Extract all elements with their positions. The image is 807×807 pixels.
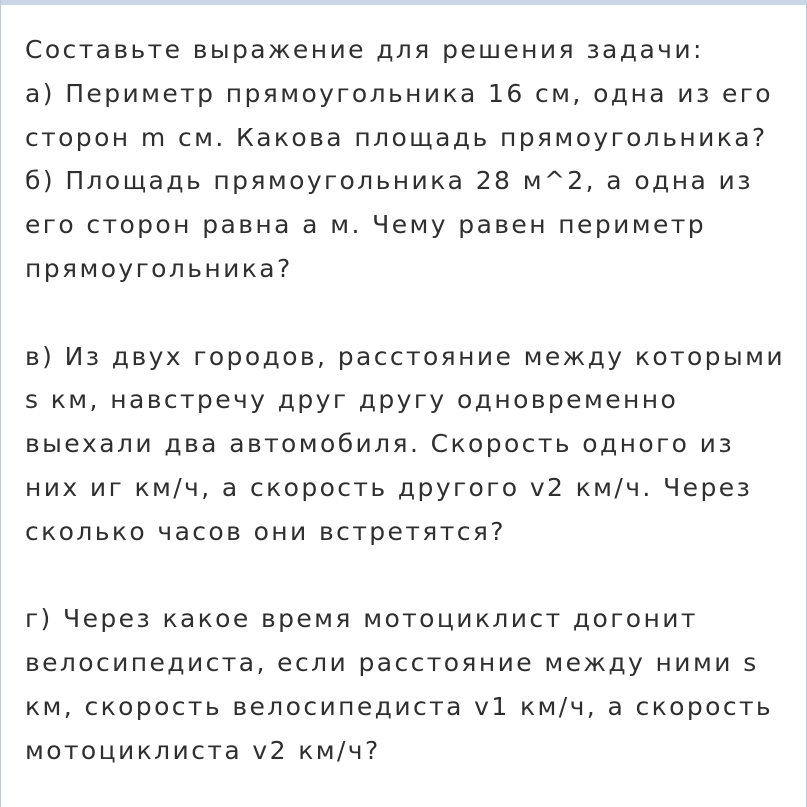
task-item-b-line-1: б) Площадь прямоугольника 28 м^2, а одна из: [25, 166, 753, 196]
task-item-d-line-2: велосипедиста, если расстояние между ними s: [25, 648, 759, 678]
task-heading: Составьте выражение для решения задачи:: [25, 35, 704, 64]
task-item-a: [25, 72, 805, 160]
task-item-c-line-4: них иг км/ч, а скорость другого v2 км/ч. Через: [25, 472, 753, 502]
paragraph-spacer: [25, 291, 805, 335]
task-item-b-line-2: его сторон равна а м. Чему равен периметр: [25, 210, 707, 240]
task-item-c-line-5: сколько часов они встретятся?: [25, 516, 506, 546]
task-item-c-line-1: в) Из двух городов, расстояние между которыми: [25, 341, 785, 371]
paragraph-spacer: [25, 554, 805, 598]
task-item-b: [25, 159, 805, 290]
task-item-c: [25, 335, 805, 554]
task-item-d-line-1: г) Через какое время мотоциклист догонит: [25, 604, 698, 634]
task-text-block: [25, 28, 805, 773]
task-item-c-line-2: s км, навстречу друг другу одновременно: [25, 385, 679, 415]
task-item-a-line-1: а) Периметр прямоугольника 16 см, одна из его: [25, 78, 773, 108]
window-top-border: [1, 0, 807, 5]
task-item-d: [25, 597, 805, 772]
task-item-d-line-3: км, скорость велосипедиста v1 км/ч, а скорость: [25, 691, 774, 721]
task-item-d-line-4: мотоциклиста v2 км/ч?: [25, 735, 381, 765]
task-item-a-line-2: сторон m см. Какова площадь прямоугольника?: [25, 122, 768, 152]
task-item-b-line-3: прямоугольника?: [25, 253, 293, 283]
task-item-c-line-3: выехали два автомобиля. Скорость одного из: [25, 429, 735, 459]
